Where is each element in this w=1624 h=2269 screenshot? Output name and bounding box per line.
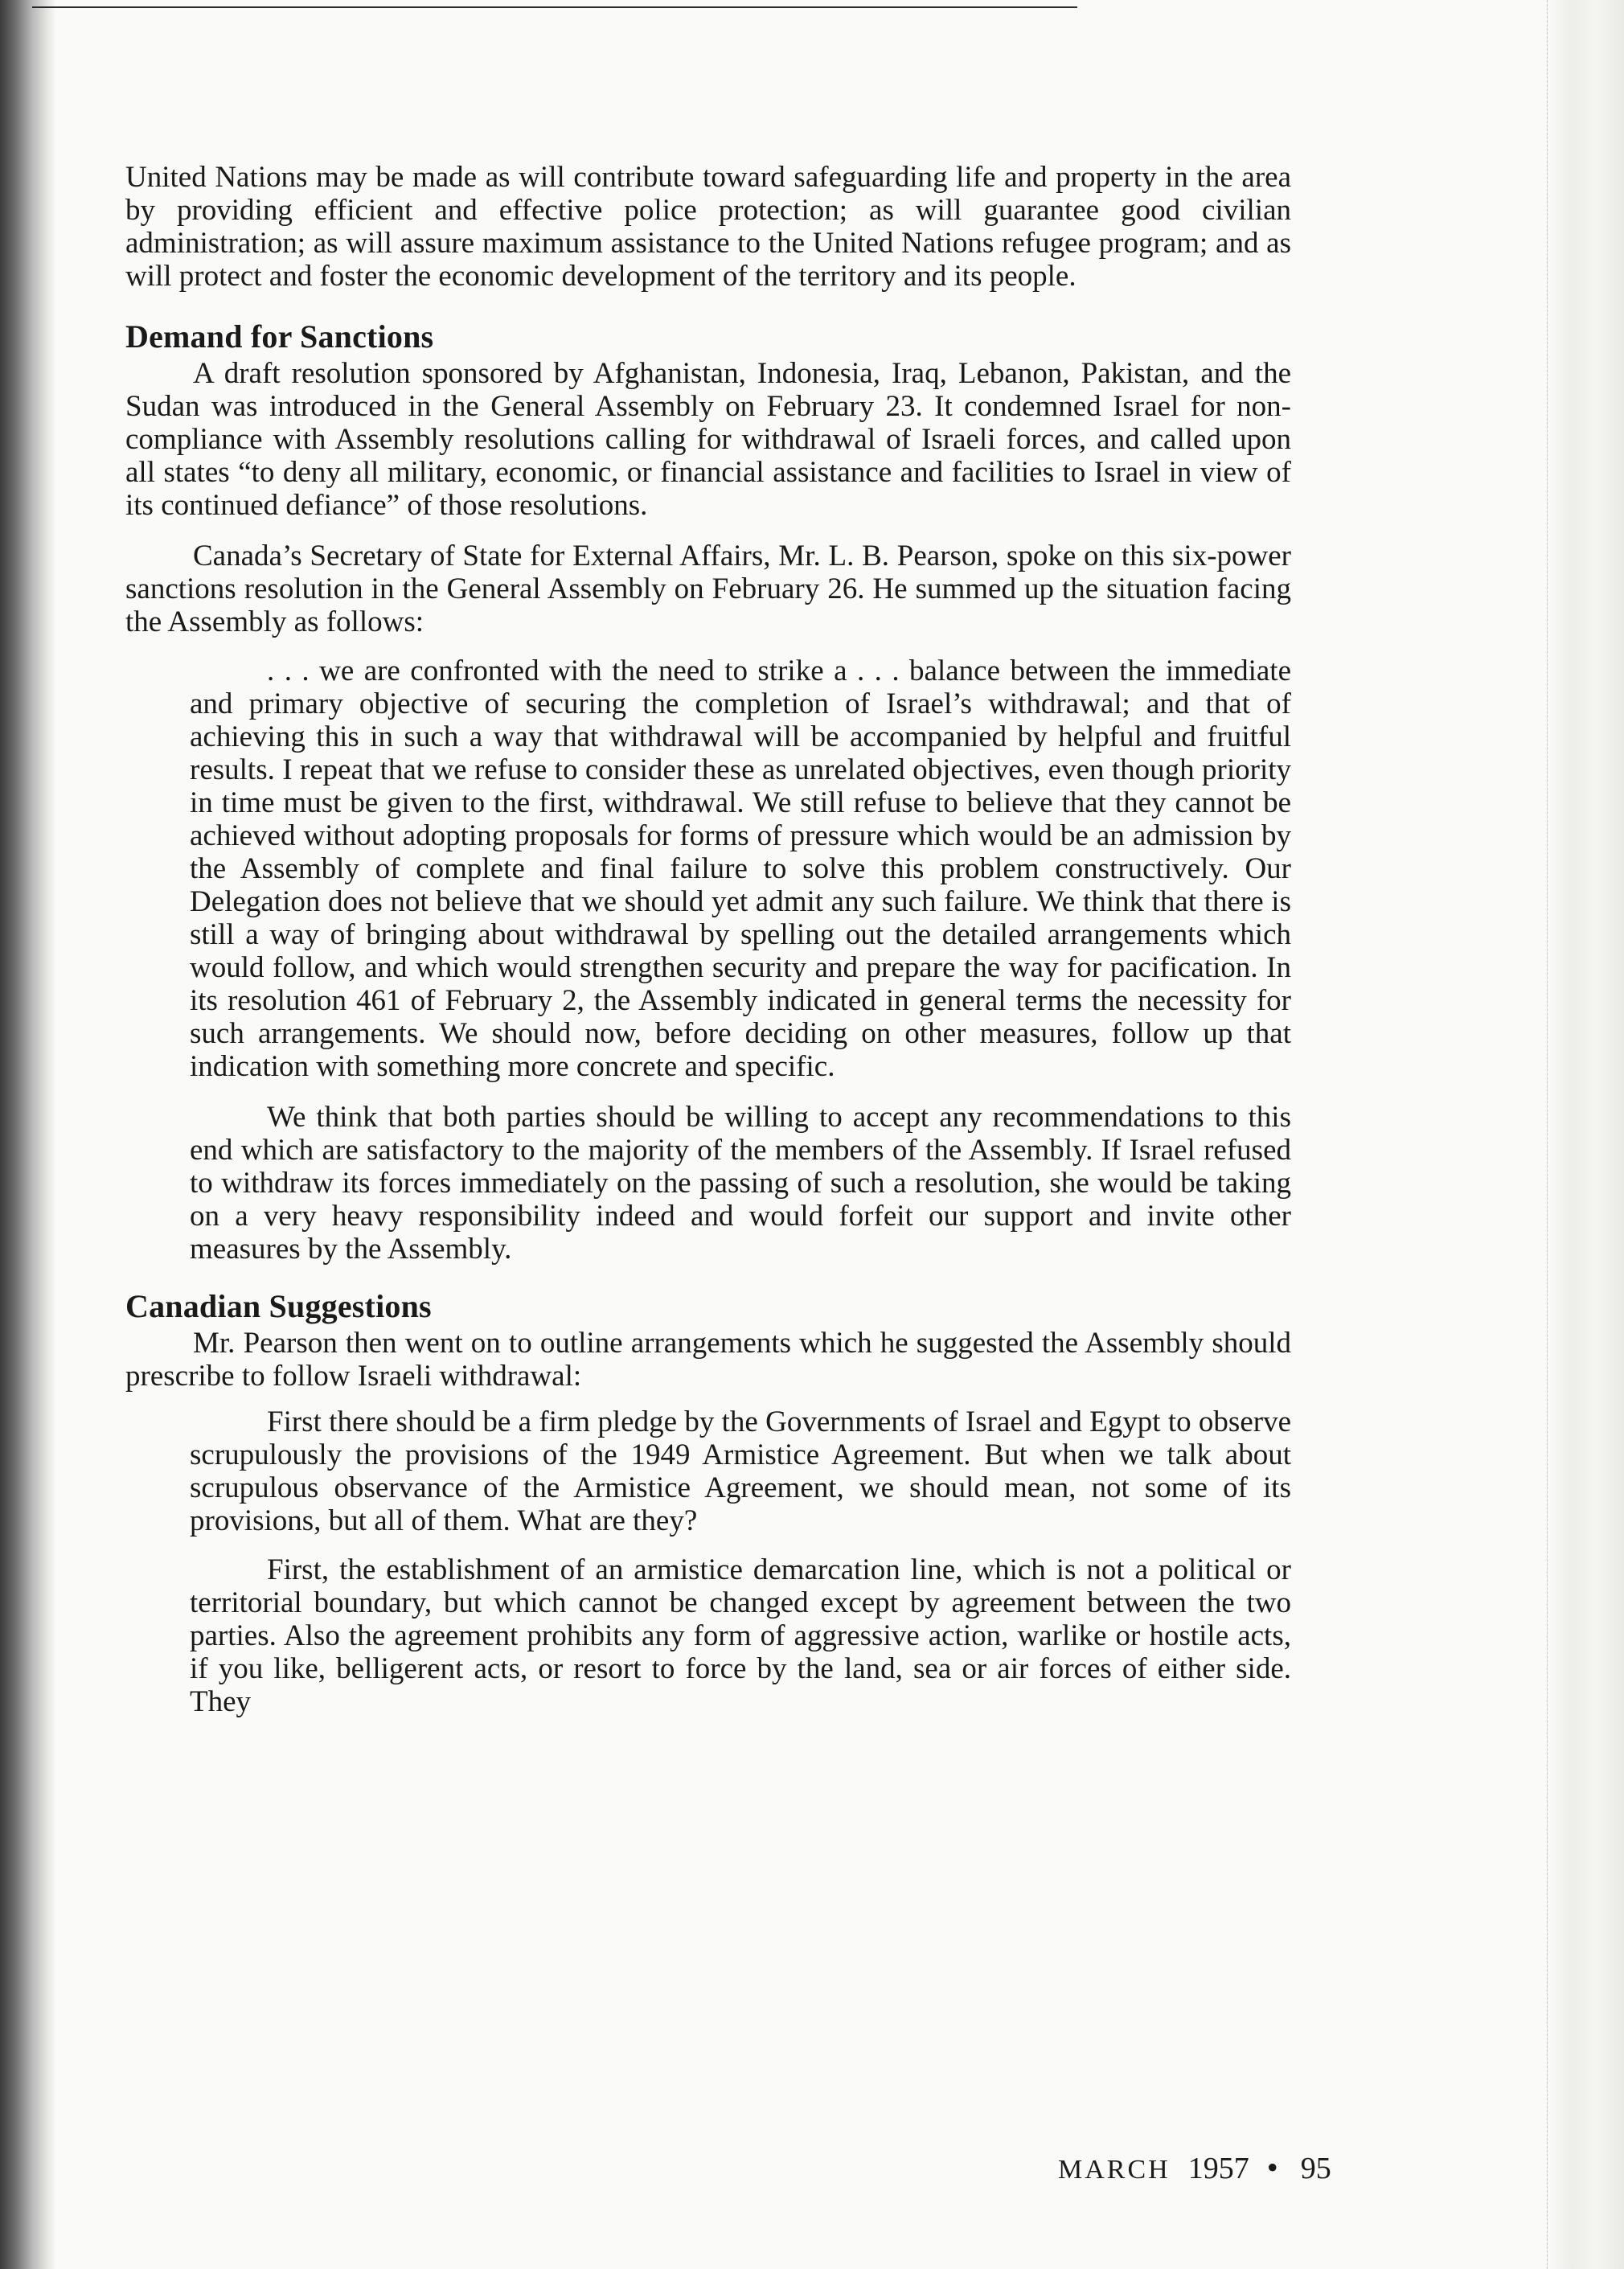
suggestions-heading: Canadian Suggestions [125, 1288, 432, 1324]
quote-paragraph: . . . we are confronted with the need to strike a . . . balance between the immediate and primary objective of securing the completion of Israel’s withdrawal; and that of achieving this in such a way that withdrawal will be accompanied by helpful and fruitful results. I repeat that we refuse to consider these as unrelated objectives, even though priority in time must be given to the first, withdrawal. We still refuse to believe that they cannot be achieved without adopting proposals for forms of pressure which would be an admission by the Assembly of complete and final failure to solve this problem constructively. Our Delegation does not believe that we should yet admit any such failure. We think that there is still a way of bringing about withdrawal by spelling out the detailed arrangements which would follow, and which would strengthen security and prepare the way for pacification. In its resolution 461 of February 2, the Assembly indicated in general terms the necessity for such arrangements. We should now, before deciding on other measures, follow up that indication with something more concrete and specific. [190, 654, 1291, 1083]
pearson-quote-1 [190, 654, 1291, 1266]
page-footer [1058, 2148, 1331, 2186]
quote-paragraph: First there should be a firm pledge by the Governments of Israel and Egypt to observe scrupulously the provisions of the 1949 Armistice Agreement. But when we talk about scrupulous observance of the Armistice Agreement, we should mean, not some of its provisions, but all of them. What are they? [190, 1405, 1291, 1537]
page-body [125, 161, 1291, 1718]
footer-separator: • [1266, 2149, 1278, 2185]
sanctions-paragraph-2: Canada’s Secretary of State for External Affairs, Mr. L. B. Pearson, spoke on this six-power sanctions resolution in the General Assembly on February 26. He summed up the situation facing the Assembly as follows: [125, 540, 1291, 638]
sanctions-paragraph-1: A draft resolution sponsored by Afghanistan, Indonesia, Iraq, Lebanon, Pakistan, and the Sudan was introduced in the General Assembly on February 23. It condemned Israel for non-compliance with Assembly resolutions calling for withdrawal of Israeli forces, and called upon all states “to deny all military, economic, or financial assistance and facilities to Israel in view of its continued defiance” of those resolutions. [125, 357, 1291, 522]
page-number: 95 [1300, 2152, 1331, 2185]
sanctions-heading: Demand for Sanctions [125, 318, 434, 355]
suggestions-paragraph-1: Mr. Pearson then went on to outline arrangements which he suggested the Assembly should prescribe to follow Israeli withdrawal: [125, 1327, 1291, 1393]
footer-year: 1957 [1187, 2152, 1249, 2185]
footer-month: MARCH [1058, 2155, 1171, 2185]
scan-top-line [32, 6, 1077, 8]
scan-left-edge [0, 0, 56, 2269]
pearson-quote-2 [190, 1405, 1291, 1718]
quote-paragraph: First, the establishment of an armistice demarcation line, which is not a political or territorial boundary, but which cannot be changed except by agreement between the two parties. Also the agreement prohibits any form of aggressive action, warlike or hostile acts, if you like, belligerent acts, or resort to force by the land, sea or air forces of either side. They [190, 1553, 1291, 1718]
scan-right-edge [1547, 0, 1624, 2269]
intro-paragraph: United Nations may be made as will contribute toward safeguarding life and property in the area by providing efficient and effective police protection; as will guarantee good civilian administration; as will assure maximum assistance to the United Nations refugee program; and as will protect and foster the economic development of the territory and its people. [125, 161, 1291, 293]
quote-paragraph: We think that both parties should be willing to accept any recommendations to this end which are satisfactory to the majority of the members of the Assembly. If Israel refused to withdraw its forces immediately on the passing of such a resolution, she would be taking on a very heavy responsibility indeed and would forfeit our support and invite other measures by the Assembly. [190, 1101, 1291, 1266]
